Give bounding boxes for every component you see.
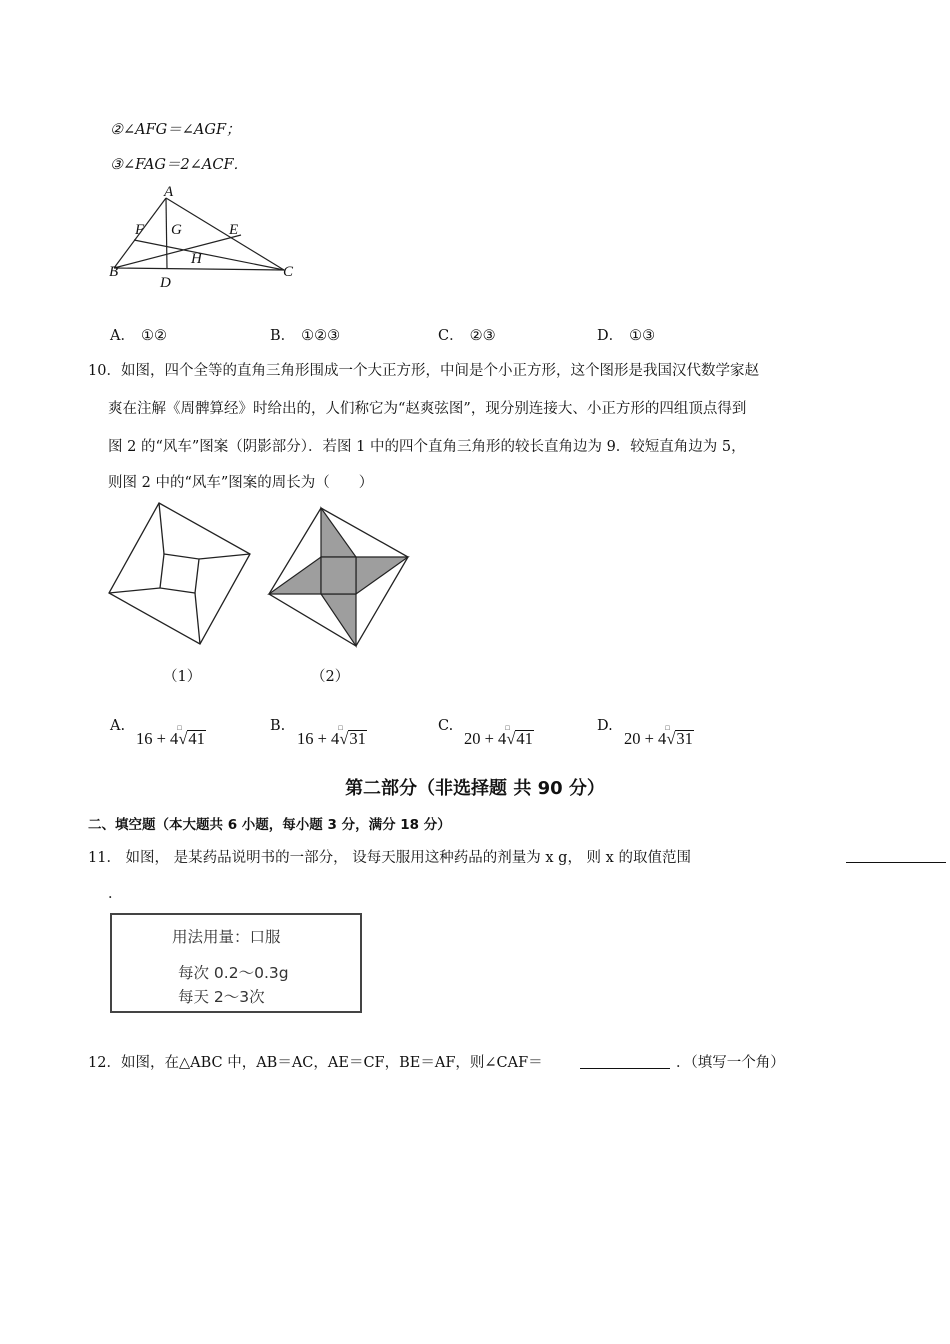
- q9-option-b[interactable]: B． ①②③: [270, 328, 341, 344]
- q12-answer-blank[interactable]: [580, 1051, 670, 1069]
- q10-option-b-value[interactable]: 16 + 4√ □ 31: [297, 724, 366, 748]
- label-e: E: [229, 222, 239, 238]
- label-b: B: [109, 264, 119, 280]
- fig1-caption: （1）: [163, 669, 202, 685]
- q10-option-a-value[interactable]: 16 + 4√ □ 41: [136, 724, 205, 748]
- center-square: [321, 557, 356, 594]
- q10-line-3: 图 2 的“风车”图案（阴影部分）．若图 1 中的四个直角三角形的较长直角边为 9．较短直角边为 5，: [108, 439, 746, 455]
- label-f: F: [135, 222, 145, 238]
- q11-text: 11． 如图， 是某药品说明书的一部分， 设每天服用这种药品的剂量为 x g， 则 x 的取值范围: [88, 850, 691, 866]
- segment-be: [114, 235, 241, 268]
- part2-title: 第二部分（非选择题 共 90 分）: [345, 778, 605, 799]
- label-c: C: [283, 264, 294, 280]
- q10-option-d-letter[interactable]: D.: [597, 718, 613, 734]
- q10-option-a-letter[interactable]: A.: [110, 718, 126, 734]
- q12-text: 12．如图，在△ABC 中，AB＝AC，AE＝CF，BE＝AF，则∠CAF＝: [88, 1055, 543, 1071]
- small-square: [160, 554, 199, 593]
- q9-option-c[interactable]: C． ②③: [438, 328, 496, 344]
- big-square: [109, 503, 250, 644]
- q9-option-d[interactable]: D． ①③: [597, 328, 656, 344]
- q10-line-4: 则图 2 中的“风车”图案的周长为（ ）: [108, 475, 374, 491]
- q10-figure-2: [265, 503, 415, 653]
- q11-medicine-label: [110, 913, 362, 1013]
- section-heading: 二、填空题（本大题共 6 小题，每小题 3 分，满分 18 分）: [88, 817, 451, 833]
- label-d: D: [160, 275, 171, 291]
- q10-option-d-value[interactable]: 20 + 4√ □ 31: [624, 724, 693, 748]
- q10-option-c-value[interactable]: 20 + 4√ □ 41: [464, 724, 533, 748]
- label-g: G: [171, 222, 182, 238]
- q12-tail: ．（填写一个角）: [676, 1055, 785, 1071]
- side-bc: [114, 268, 284, 270]
- label-per-dose: 每次 0.2～0.3g: [178, 964, 289, 982]
- q9-statement-2: ②∠AFG＝∠AGF；: [110, 122, 241, 138]
- q11-period: ．: [108, 886, 123, 902]
- q10-option-c-letter[interactable]: C.: [438, 718, 454, 734]
- q9-statement-3: ③∠FAG＝2∠ACF．: [110, 157, 249, 173]
- q10-line-2: 爽在注解《周髀算经》时给出的，人们称它为“赵爽弦图”，现分别连接大、小正方形的四组顶点得到: [108, 401, 747, 417]
- label-a: A: [164, 184, 174, 200]
- q10-option-b-letter[interactable]: B.: [270, 718, 286, 734]
- label-per-day: 每天 2～3次: [178, 988, 265, 1006]
- q10-line-1: 10．如图，四个全等的直角三角形围成一个大正方形，中间是个小正方形，这个图形是我国汉代数学家赵: [88, 363, 759, 379]
- q10-figure-1: [106, 500, 256, 650]
- side-ac: [166, 198, 284, 270]
- label-h: H: [191, 251, 202, 267]
- q11-answer-blank[interactable]: [846, 846, 946, 863]
- altitude-ad: [166, 198, 167, 269]
- q9-triangle-figure: [104, 180, 304, 292]
- q9-option-a[interactable]: A． ①②: [110, 328, 167, 344]
- label-usage: 用法用量：口服: [172, 928, 281, 946]
- fig2-caption: （2）: [311, 669, 350, 685]
- segment-cf: [134, 240, 284, 270]
